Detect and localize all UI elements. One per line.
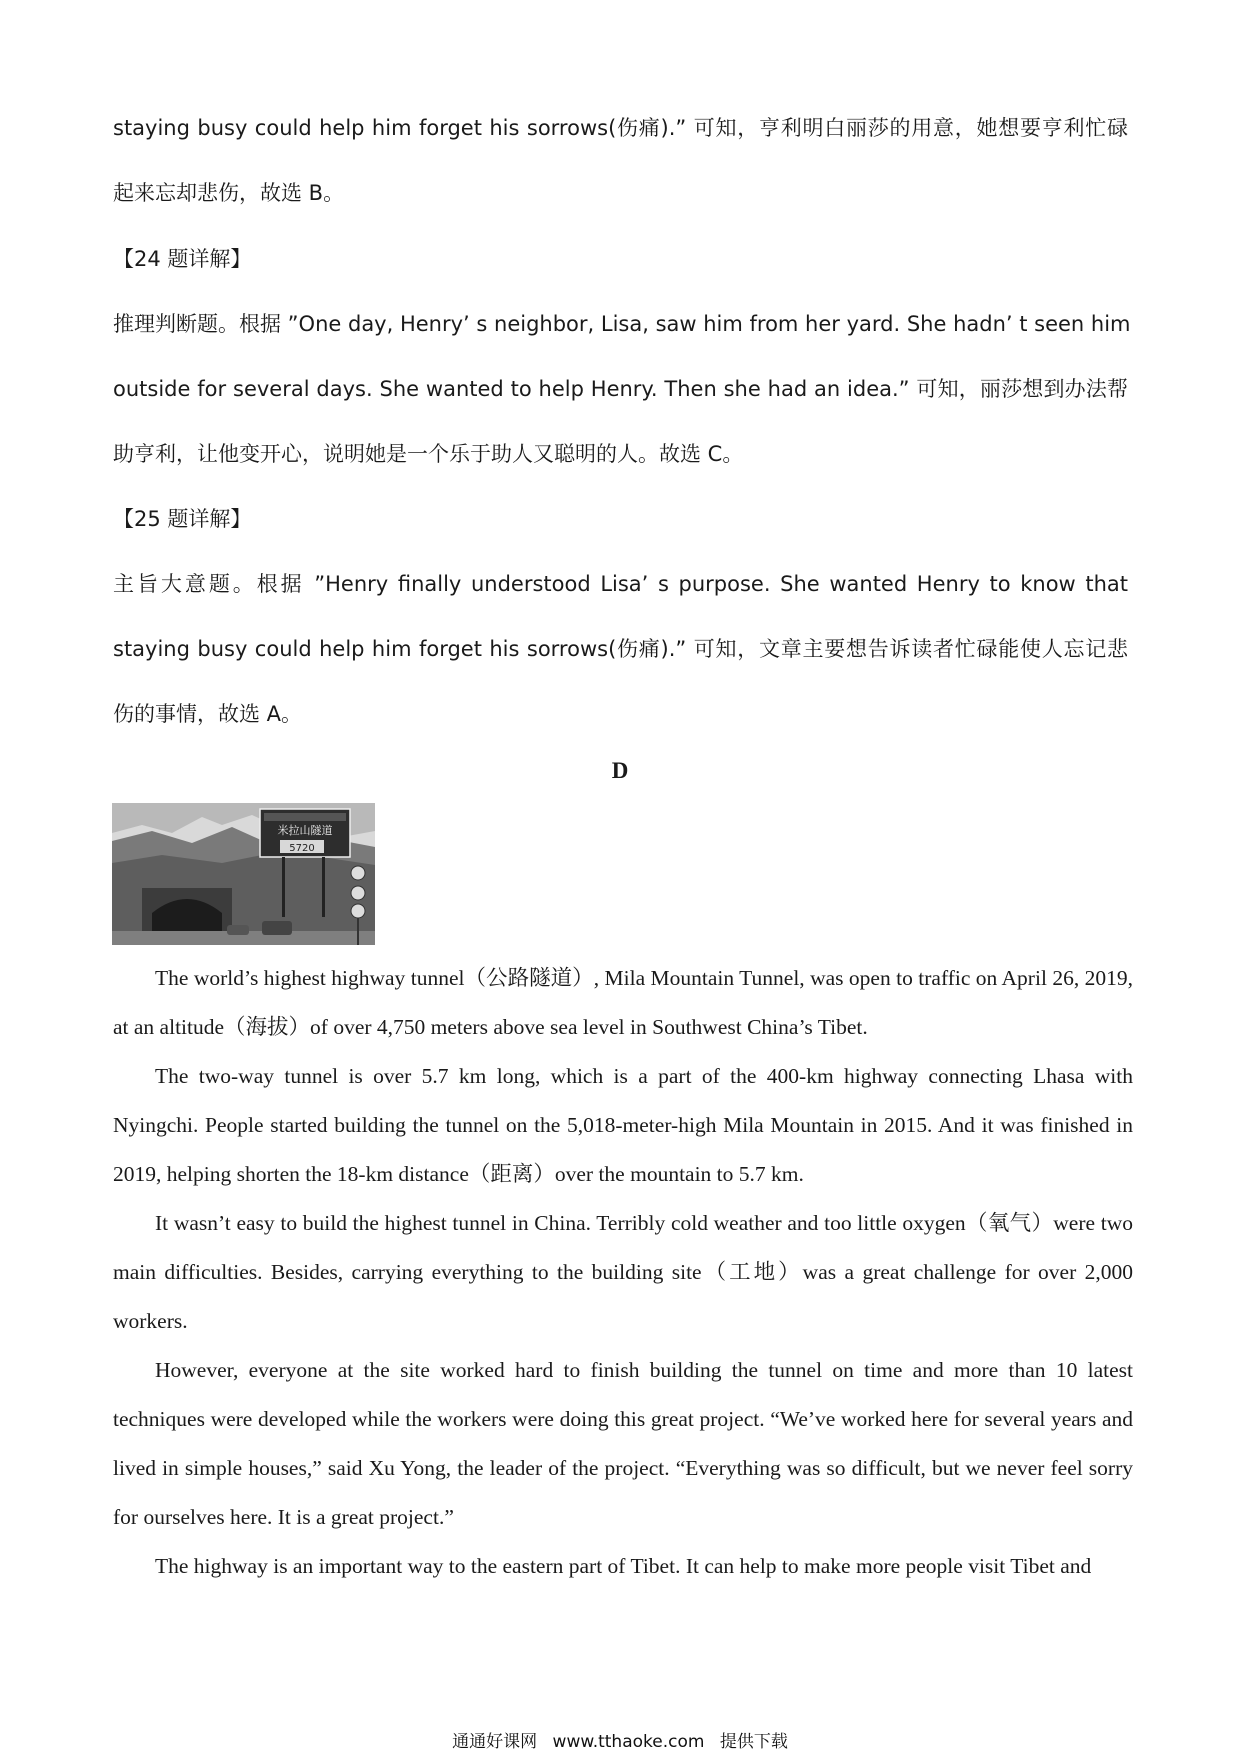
answer-line: 推理判断题。根据 ”One day, Henry’ s neighbor, Lisa, saw him from her yard. She hadn’ t seen him — [113, 312, 1131, 336]
footer-url[interactable]: www.tthaoke.com — [552, 1732, 705, 1752]
tunnel-photo — [112, 803, 375, 945]
passage-paragraph: However, everyone at the site worked hard to finish building the tunnel on time and more than 10 latest techniques were developed while the workers were doing this great project. “We’ve worked here for several years and lived in simple houses,” said Xu Yong, the leader of the project. “Everything was so difficult, but we never feel sorry for ourselves here. It is a great project.” — [113, 1358, 1133, 1529]
passage — [113, 954, 1133, 1591]
section-heading: D — [611, 758, 629, 783]
tunnel-photo-graphic — [112, 803, 375, 945]
passage-paragraph: It wasn’t easy to build the highest tunnel in China. Terribly cold weather and too little oxygen（氧气）were two main difficulties. Besides, carrying everything to the building site（工地）was a great challenge for over 2,000 workers. — [113, 1211, 1133, 1333]
answer-line: 助亨利，让他变开心，说明她是一个乐于助人又聪明的人。故选 C。 — [113, 442, 744, 466]
answer-line: 伤的事情，故选 A。 — [113, 702, 303, 726]
passage-paragraph: The highway is an important way to the eastern part of Tibet. It can help to make more people visit Tibet and — [155, 1554, 1092, 1578]
page-footer — [0, 1727, 1240, 1752]
passage-paragraph: The two-way tunnel is over 5.7 km long, which is a part of the 400-km highway connecting Lhasa with Nyingchi. People started building the tunnel on the 5,018-meter-high Mila Mountain in 2015. And it was finished in 2019, helping shorten the 18-km distance（距离）over the mountain to 5.7 km. — [113, 1064, 1133, 1186]
q24-heading: 【24 题详解】 — [113, 247, 252, 271]
passage-paragraph: The world’s highest highway tunnel（公路隧道）, Mila Mountain Tunnel, was open to traffic on April 26, 2019, at an altitude（海拔）of over 4,750 meters above sea level in Southwest China’s Tibet. — [113, 966, 1133, 1039]
sign-name-text: 米拉山隧道 — [277, 824, 333, 837]
footer-site-name: 通通好课网 — [452, 1732, 538, 1752]
footer-suffix: 提供下载 — [719, 1732, 788, 1752]
sign-altitude-text: 5720 — [289, 843, 315, 854]
answer-line: outside for several days. She wanted to help Henry. Then she had an idea.” 可知，丽莎想到办法帮 — [113, 377, 1128, 401]
answer-line: 主旨大意题。根据 ”Henry finally understood Lisa’ s purpose. She wanted Henry to know that — [113, 572, 1128, 596]
q25-heading: 【25 题详解】 — [113, 507, 252, 531]
answer-line: 起来忘却悲伤，故选 B。 — [113, 181, 345, 205]
answer-line: staying busy could help him forget his sorrows(伤痛).” 可知，文章主要想告诉读者忙碌能使人忘记悲 — [113, 637, 1128, 661]
answer-line: staying busy could help him forget his sorrows(伤痛).” 可知，亨利明白丽莎的用意，她想要亨利忙碌 — [113, 116, 1128, 140]
